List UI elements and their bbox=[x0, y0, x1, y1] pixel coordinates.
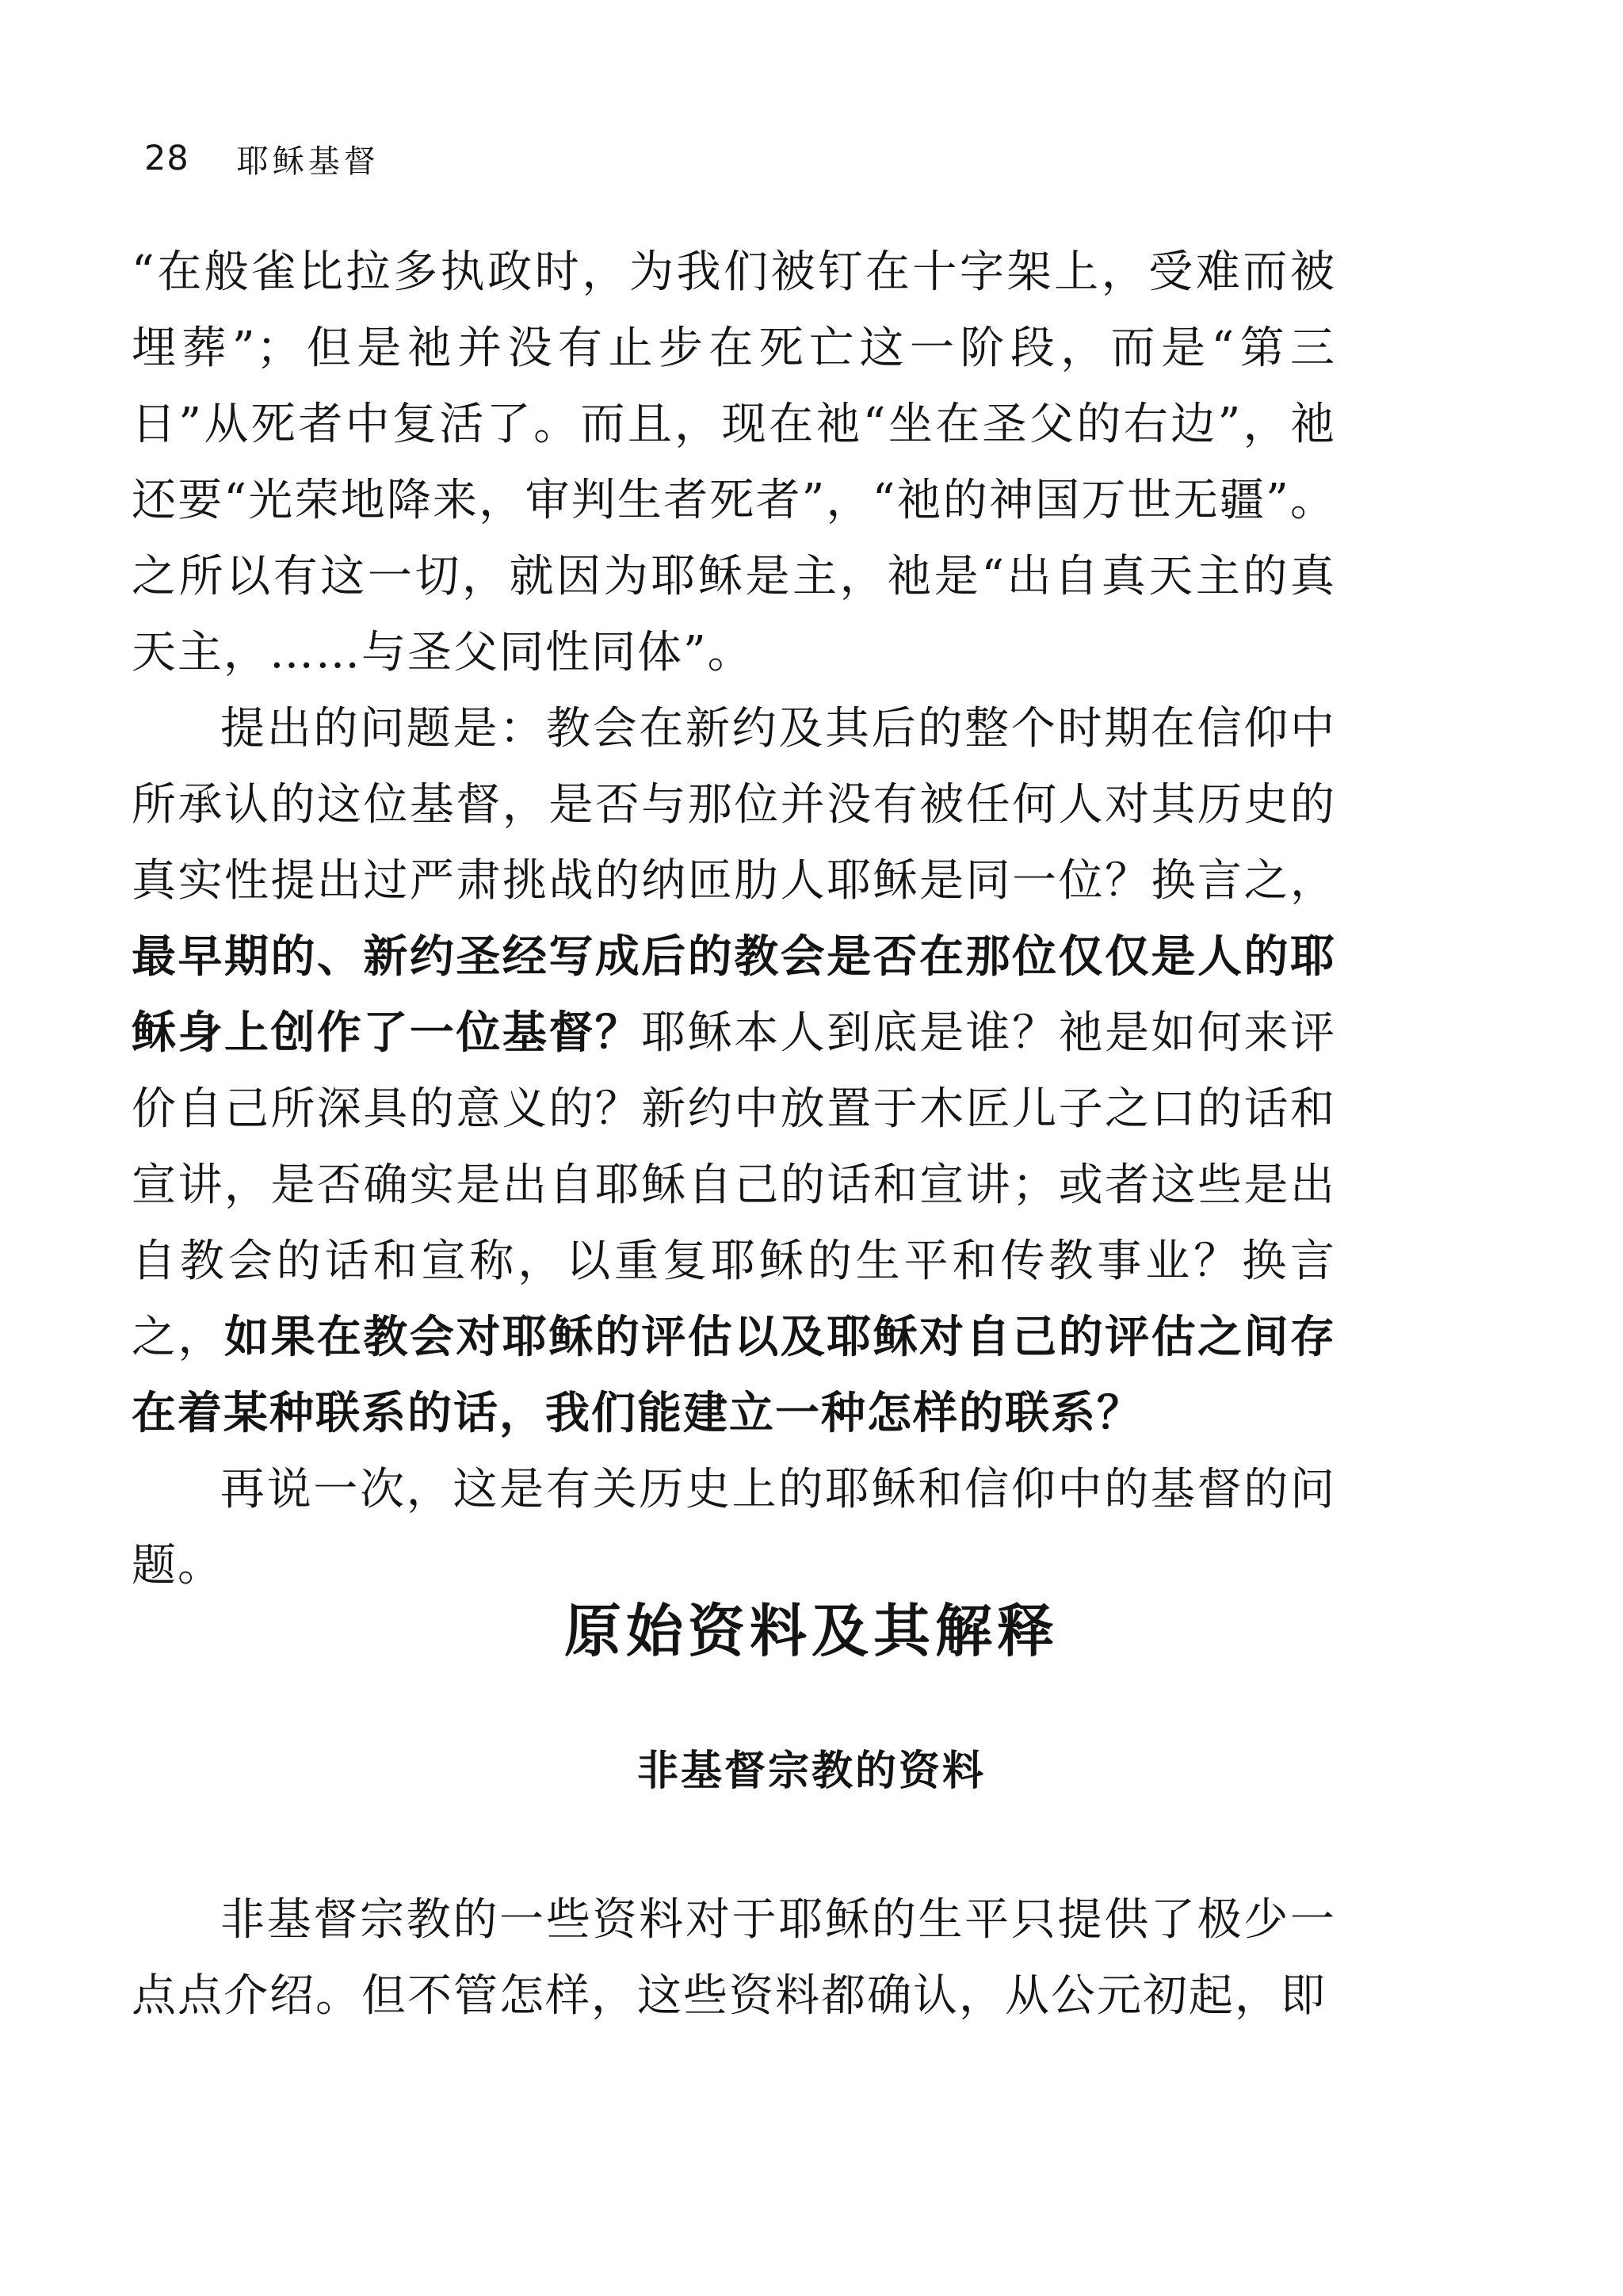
section-text-block bbox=[132, 1882, 1336, 2034]
paragraph-creed-quote: “在般雀比拉多执政时，为我们被钉在十字架上，受难而被埋葬”；但是祂并没有止步在死亡这一阶段，而是“第三日”从死者中复活了。而且，现在祂“坐在圣父的右边”，祂还要“光荣地降来，审判生者死者”，“祂的神国万世无疆”。之所以有这一切，就因为耶稣是主，祂是“出自真天主的真天主，……与圣父同性同体”。 bbox=[132, 246, 1336, 678]
question-text-continued: 耶稣本人到底是谁？祂是如何来评价自己所深具的意义的？新约中放置于木匠儿子之口的话和宣讲，是否确实是出自耶稣自己的话和宣讲；或者这些是出自教会的话和宣称，以重复耶稣的生平和传教事业？换言之， bbox=[132, 1007, 1337, 1363]
emphasis-text: 最早期的、新约圣经写成后的教会是否在那位仅仅是人的耶稣身上创作了一位基督？ bbox=[132, 931, 1336, 1059]
section-heading: 原始资料及其解释 bbox=[563, 1598, 1059, 1664]
paragraph-restatement: 再说一次，这是有关历史上的耶稣和信仰中的基督的问题。 bbox=[132, 1464, 1336, 1591]
paragraph-sources-intro: 非基督宗教的一些资料对于耶稣的生平只提供了极少一点点介绍。但不管怎样，这些资料都确认，从公元初起，即 bbox=[132, 1894, 1336, 2022]
subsection-heading: 非基督宗教的资料 bbox=[636, 1748, 986, 1795]
paragraph-question bbox=[132, 691, 1336, 1452]
page-number: 28 bbox=[144, 139, 189, 178]
main-text-block bbox=[132, 235, 1336, 1604]
book-title: 耶稣基督 bbox=[236, 143, 380, 180]
emphasis-text-2: 如果在教会对耶稣的评估以及耶稣对自己的评估之间存在着某种联系的话，我们能建立一种怎样的联系？ bbox=[132, 1312, 1337, 1439]
running-header bbox=[144, 133, 380, 184]
question-text: 提出的问题是：教会在新约及其后的整个时期在信仰中所承认的这位基督，是否与那位并没有被任何人对其历史的真实性提出过严肃挑战的纳匝肋人耶稣是同一位？换言之， bbox=[132, 703, 1336, 907]
